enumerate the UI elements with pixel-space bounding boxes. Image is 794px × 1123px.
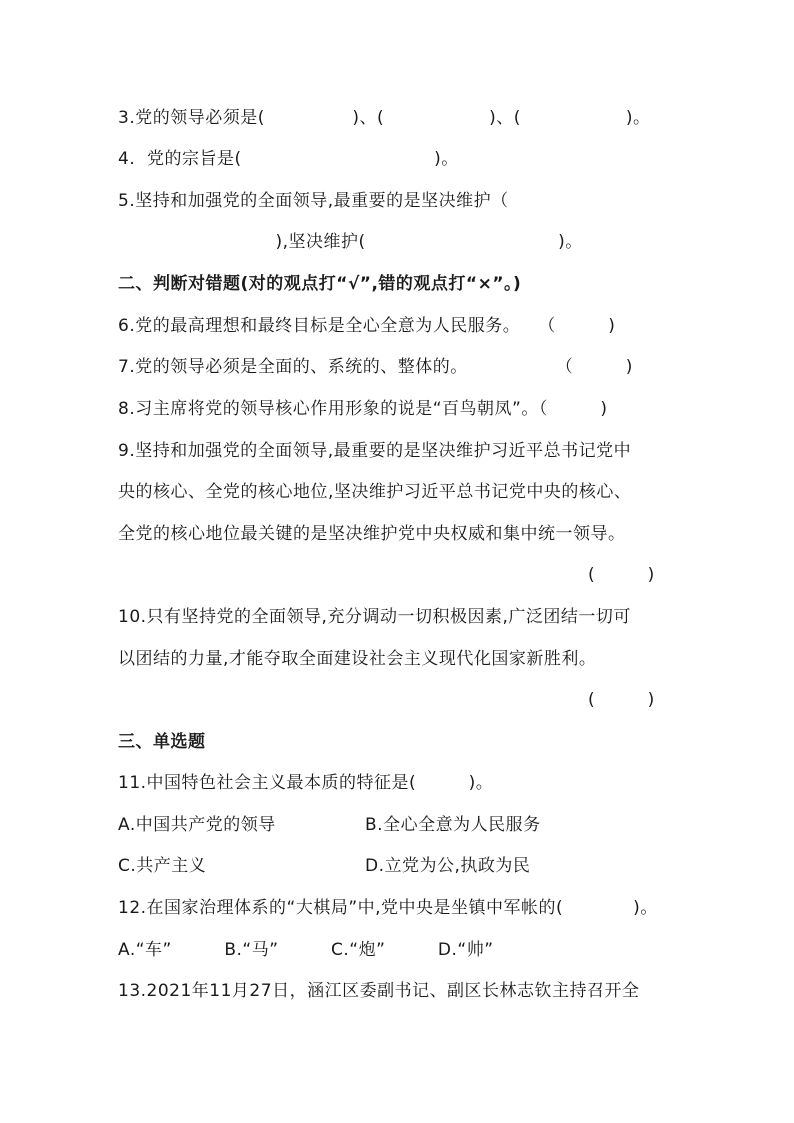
question-5-line-2: ),坚决维护( )。 — [118, 232, 583, 252]
question-9-line-2: 央的核心、全党的核心地位,坚决维护习近平总书记党中央的核心、 — [118, 482, 632, 502]
question-9-answer-paren: ( ) — [588, 565, 655, 585]
question-3: 3.党的领导必须是( )、( )、( )。 — [118, 108, 651, 128]
question-11-option-c: C.共产主义 — [118, 856, 207, 876]
question-10-line-1: 10.只有坚持党的全面领导,充分调动一切积极因素,广泛团结一切可 — [118, 607, 631, 627]
question-12: 12.在国家治理体系的“大棋局”中,党中央是坐镇中军帐的( )。 — [118, 898, 658, 918]
question-9-line-1: 9.坚持和加强党的全面领导,最重要的是坚决维护习近平总书记党中 — [118, 441, 632, 461]
question-13: 13.2021年11月27日，涵江区委副书记、副区长林志钦主持召开全 — [118, 981, 640, 1001]
section-2-heading: 二、判断对错题(对的观点打“√”,错的观点打“×”。) — [118, 274, 522, 294]
question-7: 7.党的领导必须是全面的、系统的、整体的。 （ ) — [118, 357, 633, 377]
question-11-option-a: A.中国共产党的领导 — [118, 815, 276, 835]
question-10-answer-paren: ( ) — [588, 690, 655, 710]
question-4: 4. 党的宗旨是( )。 — [118, 149, 459, 169]
section-3-heading: 三、单选题 — [118, 732, 206, 752]
question-12-options: A.“车” B.“马” C.“炮” D.“帅” — [118, 940, 494, 960]
question-6: 6.党的最高理想和最终目标是全心全意为人民服务。 （ ) — [118, 316, 616, 336]
question-11: 11.中国特色社会主义最本质的特征是( )。 — [118, 773, 494, 793]
question-9-line-3: 全党的核心地位最关键的是坚决维护党中央权威和集中统一领导。 — [118, 524, 626, 544]
question-10-line-2: 以团结的力量,才能夺取全面建设社会主义现代化国家新胜利。 — [118, 649, 597, 669]
question-11-option-b: B.全心全意为人民服务 — [365, 815, 541, 835]
question-11-option-d: D.立党为公,执政为民 — [365, 856, 531, 876]
question-5-line-1: 5.坚持和加强党的全面领导,最重要的是坚决维护（ — [118, 191, 509, 211]
question-8: 8.习主席将党的领导核心作用形象的说是“百鸟朝凤”。（ ) — [118, 399, 608, 419]
